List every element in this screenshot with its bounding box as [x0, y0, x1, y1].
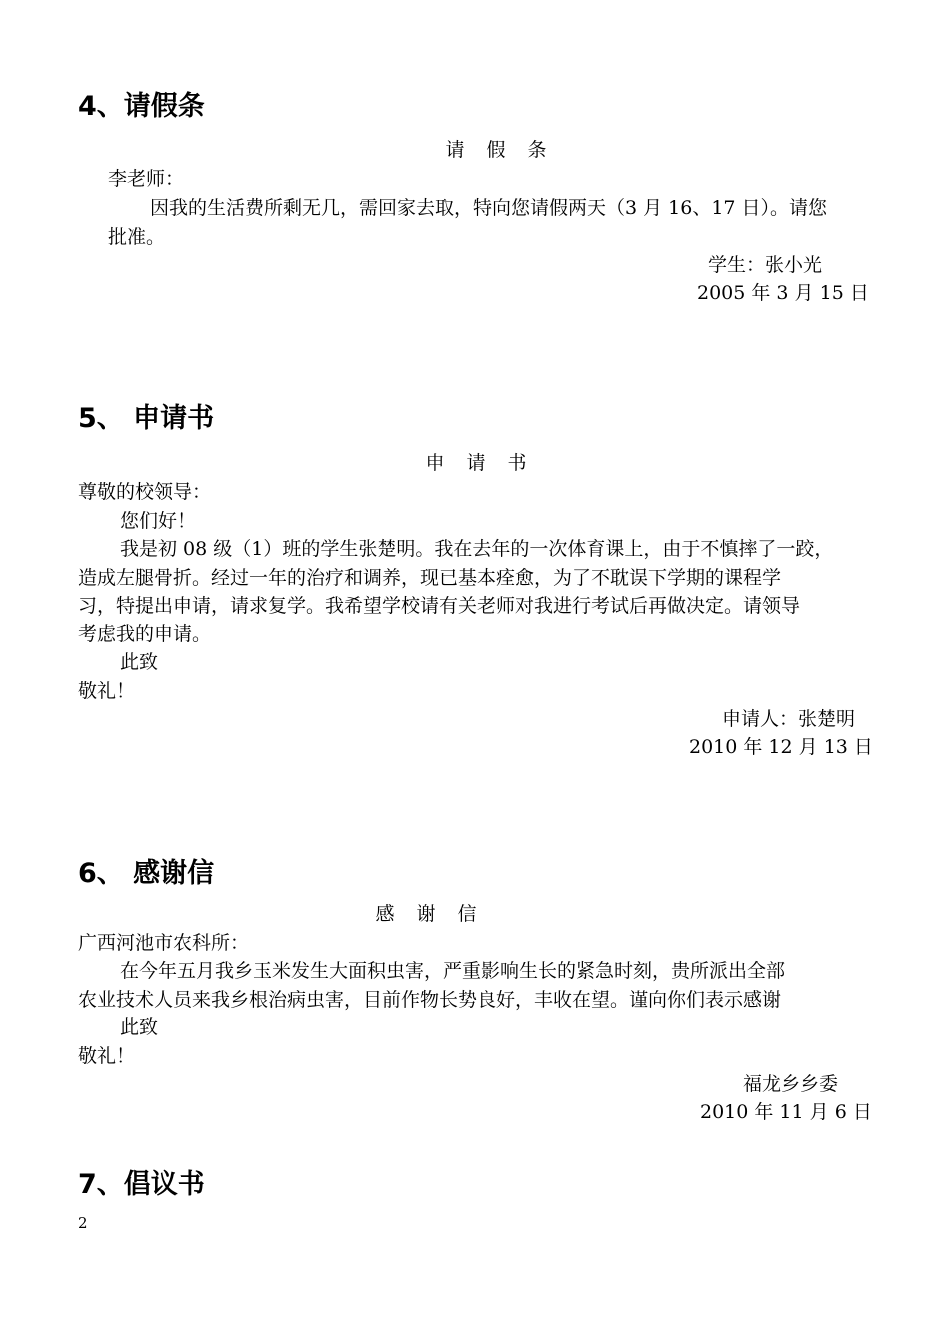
closing: 敬礼！ [78, 1045, 136, 1067]
page-number: 2 [78, 1214, 88, 1232]
closing: 敬礼！ [78, 680, 136, 702]
salutation: 李老师： [108, 168, 185, 190]
application-title: 申 请 书 [425, 452, 535, 474]
body-line: 造成左腿骨折。经过一年的治疗和调养，现已基本痊愈，为了不耽误下学期的课程学 [78, 567, 782, 589]
signer: 申请人：张楚明 [722, 708, 856, 730]
body-line: 因我的生活费所剩无几，需回家去取，特向您请假两天（3 月 16、17 日）。请您 [150, 197, 828, 219]
body-line: 在今年五月我乡玉米发生大面积虫害，严重影响生长的紧急时刻，贵所派出全部 [120, 960, 786, 982]
signer: 福龙乡乡委 [743, 1073, 839, 1095]
salutation: 广西河池市农科所： [78, 932, 250, 954]
date: 2010 年 12 月 13 日 [689, 736, 873, 758]
body-line: 我是初 08 级（1）班的学生张楚明。我在去年的一次体育课上，由于不慎摔了一跤， [120, 538, 834, 560]
section-heading-7: 7、倡议书 [78, 1169, 205, 1200]
closing: 此致 [120, 651, 159, 673]
salutation: 尊敬的校领导： [78, 481, 212, 503]
section-heading-5: 5、 申请书 [78, 403, 215, 434]
signer: 学生：张小光 [708, 254, 823, 276]
body-line: 习，特提出申请，请求复学。我希望学校请有关老师对我进行考试后再做决定。请领导 [78, 595, 801, 617]
closing: 此致 [120, 1016, 159, 1038]
note-title: 请 假 条 [445, 139, 555, 161]
date: 2005 年 3 月 15 日 [697, 282, 869, 304]
letter-title: 感 谢 信 [375, 903, 485, 925]
section-heading-6: 6、 感谢信 [78, 858, 215, 889]
body-line: 考虑我的申请。 [78, 623, 212, 645]
body-line: 农业技术人员来我乡根治病虫害，目前作物长势良好，丰收在望。谨向你们表示感谢 [78, 989, 782, 1011]
section-heading-4: 4、请假条 [78, 91, 205, 122]
date: 2010 年 11 月 6 日 [700, 1101, 872, 1123]
body-line: 批准。 [108, 226, 166, 248]
greeting: 您们好！ [120, 510, 197, 532]
